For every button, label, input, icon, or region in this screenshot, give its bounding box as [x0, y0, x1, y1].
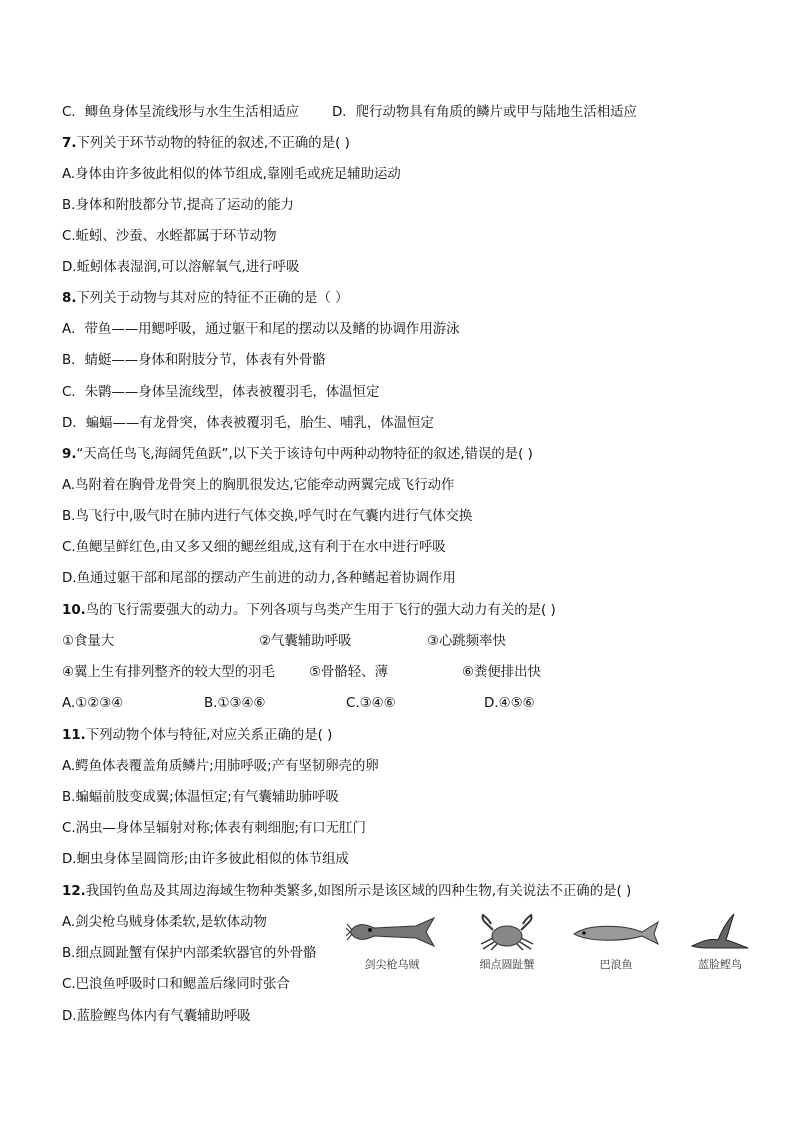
q10-item-3: ③心跳频率快 — [427, 634, 506, 649]
q9-option-d: D.鱼通过躯干部和尾部的摆动产生前进的动力,各种鳍起着协调作用 — [62, 571, 456, 586]
q8-text: 下列关于动物与其对应的特征不正确的是（ ） — [76, 291, 349, 306]
figure-bird — [680, 912, 760, 972]
q10-choice-c-text: ③④⑥ — [359, 696, 396, 711]
figure-fish — [568, 912, 664, 972]
q8-option-b: B．蜻蜓——身体和附肢分节，体表有外骨骼 — [62, 353, 326, 368]
q10-choice-a-letter: A. — [62, 696, 76, 711]
figure-label-squid: 剑尖枪乌贼 — [364, 958, 420, 971]
q12-stem — [62, 883, 631, 901]
q12-option-c: C.巴浪鱼呼吸时口和鳃盖后缘同时张合 — [62, 977, 290, 992]
squid-icon — [346, 912, 438, 952]
q10-choice-b — [204, 695, 265, 713]
q12-figure — [340, 912, 760, 992]
q12-option-b: B.细点圆趾蟹有保护内部柔软器官的外骨骼 — [62, 946, 317, 961]
q11-option-d: D.蛔虫身体呈圆筒形;由许多彼此相似的体节组成 — [62, 852, 349, 867]
q8-number: 8. — [62, 291, 77, 306]
q7-option-d: D.蚯蚓体表湿润,可以溶解氧气,进行呼吸 — [62, 260, 300, 275]
q12-number: 12. — [62, 884, 86, 899]
q11-text: 下列动物个体与特征,对应关系正确的是( ) — [85, 728, 333, 743]
q8-option-d: D．蝙蝠——有龙骨突，体表被覆羽毛，胎生、哺乳，体温恒定 — [62, 416, 434, 431]
q10-choice-a-text: ①②③④ — [75, 696, 124, 711]
crab-icon — [477, 912, 537, 952]
q10-choice-d — [484, 695, 535, 713]
q10-item-4: ④翼上生有排列整齐的较大型的羽毛 — [62, 665, 275, 680]
figure-label-crab: 细点圆趾蟹 — [479, 958, 535, 971]
q11-stem — [62, 727, 332, 745]
q12-option-a: A.剑尖枪乌贼身体柔软,是软体动物 — [62, 915, 267, 930]
q9-stem — [62, 446, 533, 464]
q8-option-c: C．朱鹮——身体呈流线型，体表被覆羽毛，体温恒定 — [62, 385, 380, 400]
q9-text: “天高任鸟飞,海阔凭鱼跃”,以下关于该诗句中两种动物特征的叙述,错误的是( ) — [76, 447, 533, 462]
q11-option-a: A.鳄鱼体表覆盖角质鳞片;用肺呼吸;产有坚韧卵壳的卵 — [62, 759, 379, 774]
q7-option-b: B.身体和附肢都分节,提高了运动的能力 — [62, 198, 294, 213]
q10-choice-d-letter: D. — [484, 696, 499, 711]
q10-item-1: ①食量大 — [62, 634, 115, 649]
q7-stem — [62, 135, 350, 153]
q8-stem — [62, 290, 348, 308]
q6-option-c: C．鲫鱼身体呈流线形与水生生活相适应 — [62, 105, 299, 120]
q10-choice-b-letter: B. — [204, 696, 218, 711]
q9-option-b: B.鸟飞行中,吸气时在肺内进行气体交换,呼气时在气囊内进行气体交换 — [62, 509, 473, 524]
q10-item-2: ②气囊辅助呼吸 — [259, 634, 352, 649]
q9-option-c: C.鱼鳃呈鲜红色,由又多又细的鳃丝组成,这有利于在水中进行呼吸 — [62, 540, 446, 555]
q10-stem — [62, 602, 556, 620]
figure-crab — [464, 912, 550, 972]
q11-option-b: B.蝙蝠前肢变成翼;体温恒定;有气囊辅助肺呼吸 — [62, 790, 339, 805]
q10-text: 鸟的飞行需要强大的动力。下列各项与鸟类产生用于飞行的强大动力有关的是( ) — [85, 603, 556, 618]
figure-label-bird: 蓝脸鲣鸟 — [698, 958, 742, 971]
q10-number: 10. — [62, 603, 86, 618]
q7-text: 下列关于环节动物的特征的叙述,不正确的是( ) — [76, 136, 350, 151]
q10-item-6: ⑥粪便排出快 — [462, 665, 541, 680]
q12-text: 我国钓鱼岛及其周边海域生物种类繁多,如图所示是该区域的四种生物,有关说法不正确的是( ) — [85, 884, 632, 899]
q8-option-a: A．带鱼——用鳃呼吸，通过躯干和尾的摆动以及鳍的协调作用游泳 — [62, 322, 460, 337]
q9-option-a: A.鸟附着在胸骨龙骨突上的胸肌很发达,它能牵动两翼完成飞行动作 — [62, 478, 455, 493]
q7-option-a: A.身体由许多彼此相似的体节组成,靠刚毛或疣足辅助运动 — [62, 167, 401, 182]
q10-choice-d-text: ④⑤⑥ — [498, 696, 535, 711]
figure-label-fish: 巴浪鱼 — [599, 958, 633, 971]
q10-choice-a — [62, 695, 123, 713]
figure-squid — [344, 912, 440, 972]
q10-choice-c — [346, 695, 396, 713]
q10-choice-b-text: ①③④⑥ — [217, 696, 266, 711]
q10-item-5: ⑤骨骼轻、薄 — [309, 665, 388, 680]
q11-option-c: C.涡虫—身体呈辐射对称;体表有刺细胞;有口无肛门 — [62, 821, 366, 836]
q12-option-d: D.蓝脸鲣鸟体内有气囊辅助呼吸 — [62, 1009, 251, 1024]
q7-number: 7. — [62, 136, 77, 151]
q7-option-c: C.蚯蚓、沙蚕、水蛭都属于环节动物 — [62, 229, 277, 244]
q6-option-d: D．爬行动物具有角质的鳞片或甲与陆地生活相适应 — [332, 105, 637, 120]
bird-icon — [688, 912, 752, 952]
q9-number: 9. — [62, 447, 77, 462]
q11-number: 11. — [62, 728, 86, 743]
q10-choice-c-letter: C. — [346, 696, 360, 711]
fish-icon — [570, 912, 662, 952]
